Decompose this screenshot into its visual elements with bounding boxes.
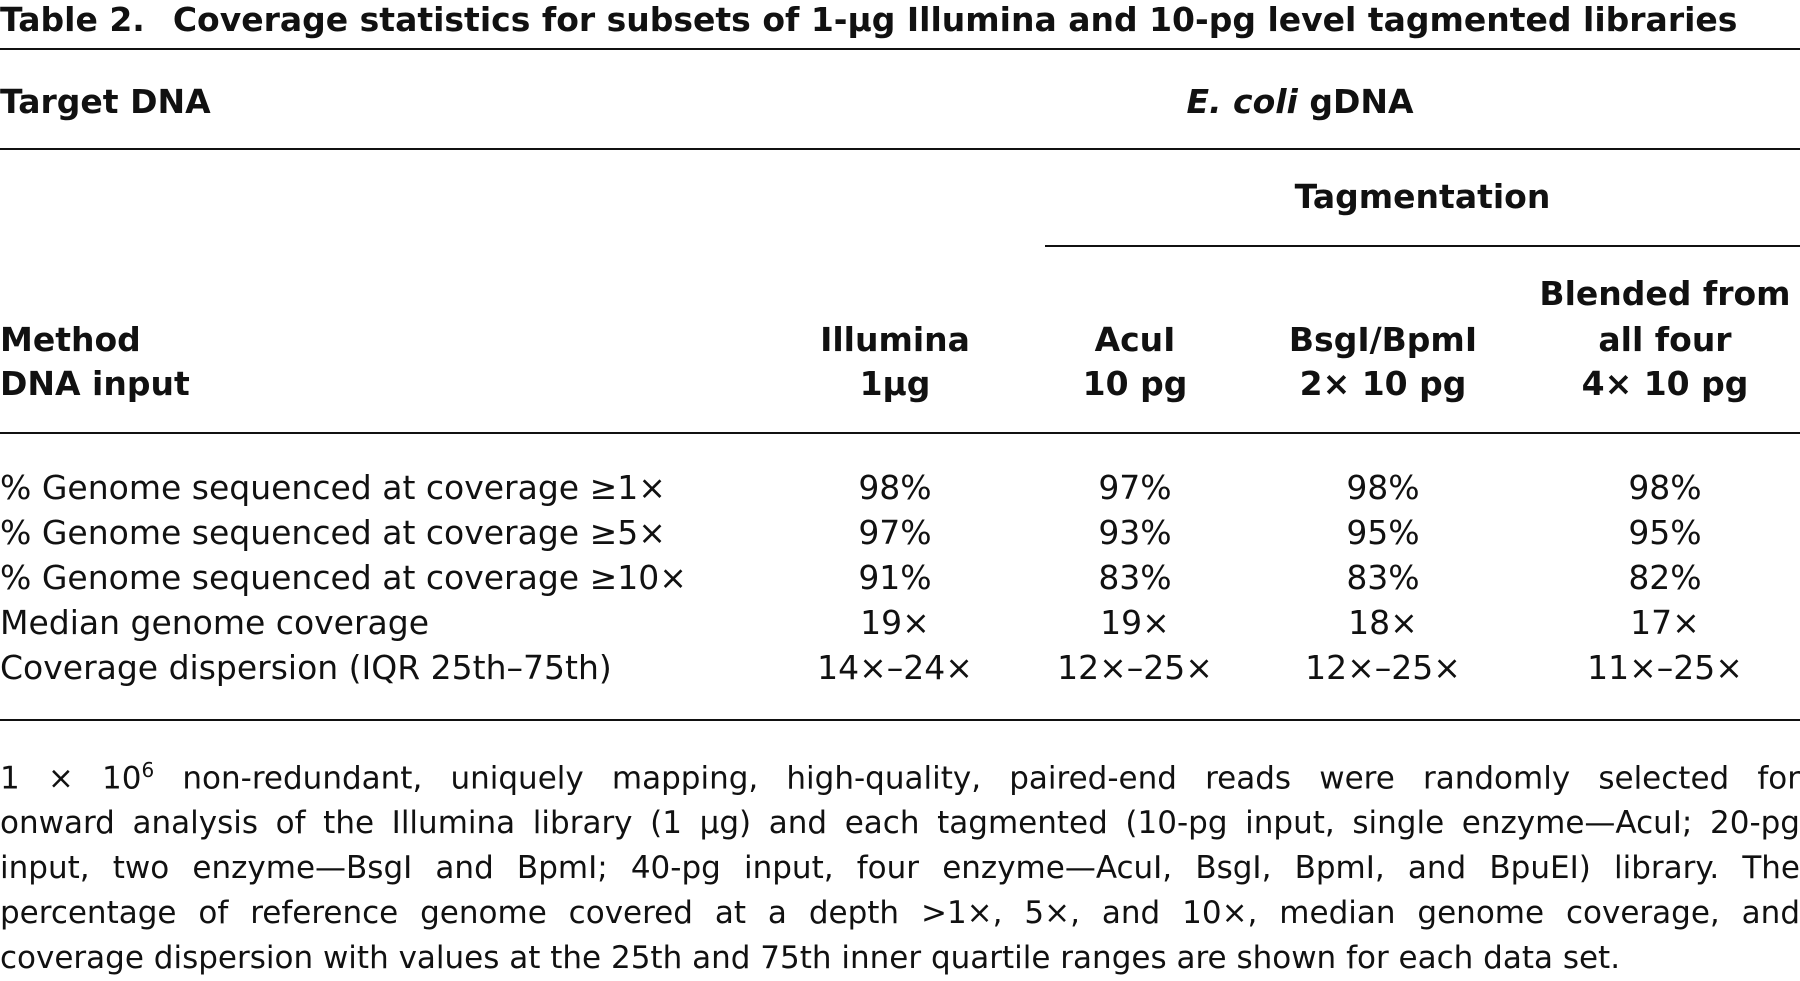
cell-acui: 19×	[1100, 603, 1170, 642]
cell-blended: 17×	[1630, 603, 1700, 642]
cell-illumina: 91%	[858, 558, 932, 597]
col-bsgi-input: 2× 10 pg	[1299, 364, 1467, 403]
dna-input-label: DNA input	[0, 364, 190, 403]
col-illumina-input: 1µg	[859, 364, 931, 403]
footnote-line: onward analysis of the Illumina library (1 µg) and each tagmented (10-pg input, single enzyme—AcuI; 20-pg	[0, 805, 1800, 842]
footnote-line: percentage of reference genome covered at a depth >1×, 5×, and 10×, median genome coverage, and	[0, 895, 1800, 932]
table-caption: Coverage statistics for subsets of 1-µg Illumina and 10-pg level tagmented libraries	[172, 0, 1738, 39]
col-illumina-method: Illumina	[820, 320, 970, 359]
cell-blended: 95%	[1628, 513, 1702, 552]
cell-illumina: 14×–24×	[817, 648, 973, 687]
row-label: Coverage dispersion (IQR 25th–75th)	[0, 648, 612, 687]
method-label: Method	[0, 320, 141, 359]
target-dna-value	[1100, 82, 1500, 121]
table-footnote	[0, 748, 1800, 981]
cell-blended: 82%	[1628, 558, 1702, 597]
target-dna-type: gDNA	[1297, 82, 1414, 121]
tagmentation-rule	[1045, 245, 1800, 247]
cell-bsgi-bpmi: 83%	[1346, 558, 1420, 597]
target-dna-label: Target DNA	[0, 82, 211, 121]
cell-illumina: 97%	[858, 513, 932, 552]
row-label: % Genome sequenced at coverage ≥10×	[0, 558, 687, 597]
table-label: Table 2.	[0, 0, 145, 39]
col-bsgi-method: BsgI/BpmI	[1288, 320, 1478, 359]
cell-blended: 98%	[1628, 468, 1702, 507]
footnote-lead: 1 × 10	[0, 760, 142, 797]
footnote-exponent: 6	[141, 758, 155, 782]
col-blended-input: 4× 10 pg	[1581, 364, 1749, 403]
cell-acui: 93%	[1098, 513, 1172, 552]
row-label: Median genome coverage	[0, 603, 430, 642]
cell-bsgi-bpmi: 95%	[1346, 513, 1420, 552]
cell-bsgi-bpmi: 98%	[1346, 468, 1420, 507]
target-rule	[0, 148, 1800, 150]
target-dna-organism: E. coli	[1186, 82, 1298, 121]
top-rule	[0, 48, 1800, 50]
col-blended-method: all four	[1598, 320, 1732, 359]
col-blended-method-line1: Blended from	[1539, 274, 1791, 313]
row-label: % Genome sequenced at coverage ≥1×	[0, 468, 666, 507]
cell-acui: 12×–25×	[1057, 648, 1213, 687]
cell-illumina: 19×	[860, 603, 930, 642]
cell-acui: 83%	[1098, 558, 1172, 597]
footnote-line: $1 \times 10^6$ non-redundant, uniquely mapping, high-quality, paired-end reads were randomly selected for	[0, 758, 1800, 797]
row-label: % Genome sequenced at coverage ≥5×	[0, 513, 666, 552]
header-rule	[0, 432, 1800, 434]
cell-blended: 11×–25×	[1587, 648, 1743, 687]
cell-bsgi-bpmi: 18×	[1348, 603, 1418, 642]
col-acui-input: 10 pg	[1082, 364, 1188, 403]
cell-bsgi-bpmi: 12×–25×	[1305, 648, 1461, 687]
footnote-line: input, two enzyme—BsgI and BpmI; 40-pg input, four enzyme—AcuI, BsgI, BpmI, and BpuEI) library. The	[0, 850, 1800, 887]
footnote-line: coverage dispersion with values at the 25th and 75th inner quartile ranges are shown for each data set.	[0, 940, 1621, 977]
table-title	[0, 0, 1737, 39]
tagmentation-group-label: Tagmentation	[1294, 177, 1551, 216]
cell-illumina: 98%	[858, 468, 932, 507]
col-acui-method: AcuI	[1094, 320, 1176, 359]
bottom-rule	[0, 719, 1800, 721]
cell-acui: 97%	[1098, 468, 1172, 507]
